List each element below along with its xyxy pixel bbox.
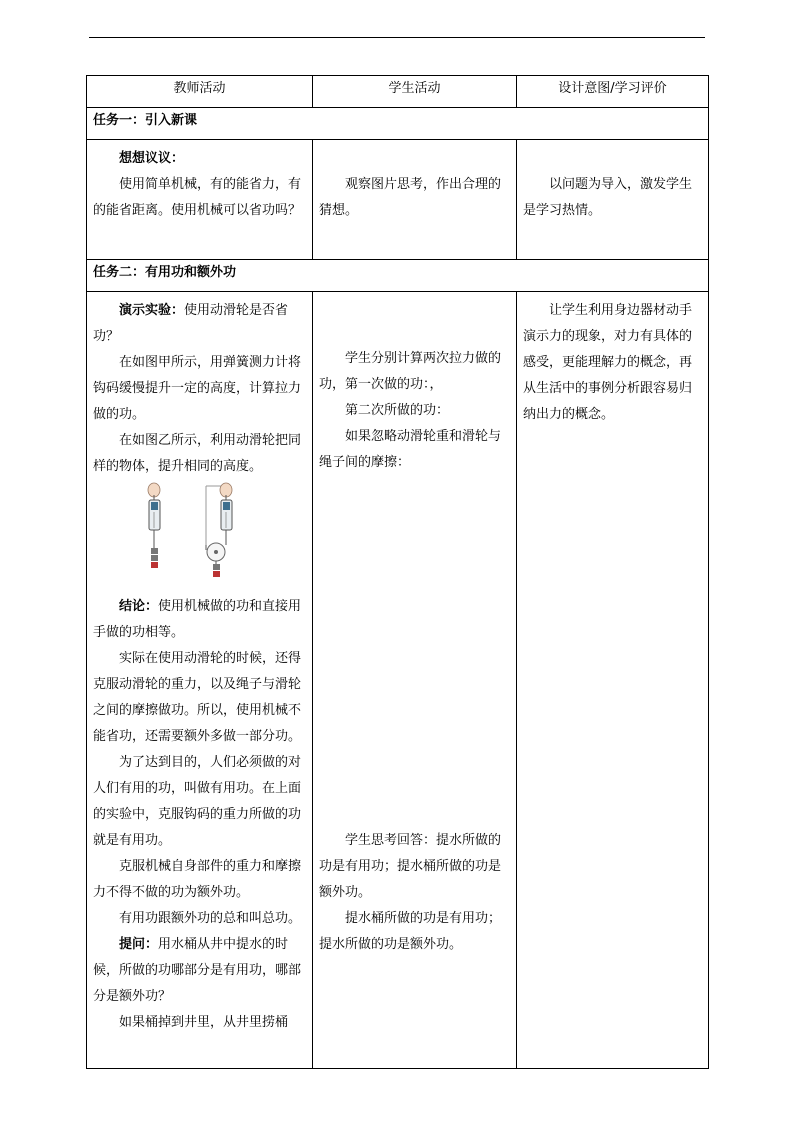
conclusion-paragraph [93, 594, 306, 646]
task2-content-row [87, 292, 709, 1069]
student-answer-2: 提水桶所做的功是有用功；提水所做的功是额外功。 [319, 911, 502, 952]
task2-student-cell [313, 292, 517, 1069]
student-ignore-friction: 如果忽略动滑轮重和滑轮与绳子间的摩擦： [319, 429, 502, 470]
conclusion-text: 使用机械做的功和直接用手做的功相等。 [93, 599, 302, 640]
demo-step2: 在如图乙所示，利用动滑轮把同样的物体，提升相同的高度。 [93, 433, 302, 474]
task2-design-text: 让学生利用身边器材动手演示力的现象，对力有具体的感受，更能理解力的概念，再从生活中的事例分析跟容易归纳出力的概念。 [523, 303, 693, 422]
task2-teacher-cell [87, 292, 313, 1069]
useful-work-paragraph: 为了达到目的，人们必须做的对人们有用的功，叫做有用功。在上面的实验中，克服钩码的重力所做的功就是有用功。 [93, 755, 302, 848]
question-text: 用水桶从井中提水的时候，所做的功哪部分是有用功，哪部分是额外功？ [93, 937, 302, 1004]
student-calc-text: 学生分别计算两次拉力做的功，第一次做的功：， [319, 351, 502, 392]
student-second-work: 第二次所做的功： [345, 403, 450, 418]
demo-label: 演示实验： [119, 303, 185, 318]
task2-row [87, 260, 709, 292]
task2-title: 任务二：有用功和额外功 [87, 260, 709, 292]
task1-student-text: 观察图片思考，作出合理的猜想。 [319, 177, 502, 218]
task1-title: 任务一：引入新课 [87, 108, 709, 140]
discussion-text: 使用简单机械，有的能省力，有的能省距离。使用机械可以省功吗？ [93, 177, 302, 218]
task1-design-cell [517, 140, 709, 260]
lesson-plan-table [86, 75, 709, 1069]
task1-content-row [87, 140, 709, 260]
spring-scale-a [148, 483, 160, 568]
spring-scale-b [206, 483, 232, 577]
header-student: 学生活动 [313, 76, 517, 108]
question-paragraph [93, 932, 306, 1010]
task1-design-text: 以问题为导入，激发学生是学习热情。 [523, 177, 693, 218]
demo-text: 使用动滑轮是否省功？ [93, 303, 289, 344]
conclusion-label: 结论： [119, 599, 159, 614]
task1-student-cell [313, 140, 517, 260]
explanation-paragraph: 实际在使用动滑轮的时候，还得克服动滑轮的重力，以及绳子与滑轮之间的摩擦做功。所以，使用机械不能省功，还需要额外多做一部分功。 [93, 651, 302, 744]
experiment-figure [93, 480, 306, 590]
question-label: 提问： [119, 937, 159, 952]
demo-paragraph [93, 298, 306, 350]
total-work-paragraph: 有用功跟额外功的总和叫总功。 [119, 911, 302, 926]
table-header-row [87, 76, 709, 108]
discussion-heading: 想想议议： [119, 151, 185, 166]
extra-work-paragraph: 克服机械自身部件的重力和摩擦力不得不做的功为额外功。 [93, 859, 302, 900]
task2-design-cell [517, 292, 709, 1069]
task1-teacher-cell [87, 140, 313, 260]
bucket-paragraph: 如果桶掉到井里，从井里捞桶 [119, 1015, 289, 1030]
header-design: 设计意图/学习评价 [517, 76, 709, 108]
header-rule [89, 37, 705, 38]
demo-step1: 在如图甲所示，用弹簧测力计将钩码缓慢提升一定的高度，计算拉力做的功。 [93, 355, 302, 422]
task1-row [87, 108, 709, 140]
student-answer: 学生思考回答：提水所做的功是有用功；提水桶所做的功是额外功。 [319, 833, 502, 900]
spring-scale-pulley-illustration [93, 480, 307, 590]
header-teacher: 教师活动 [87, 76, 313, 108]
